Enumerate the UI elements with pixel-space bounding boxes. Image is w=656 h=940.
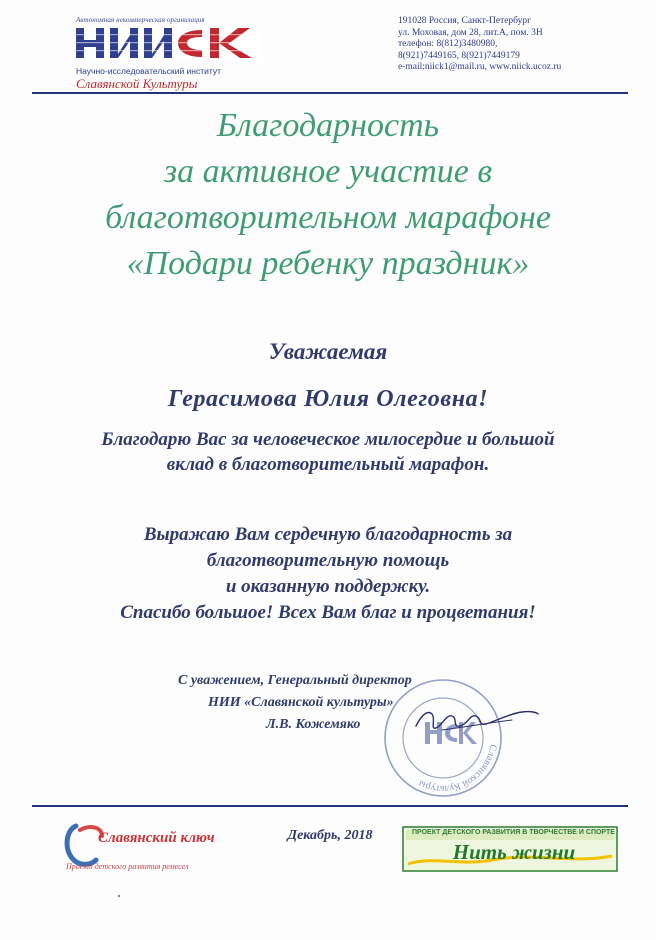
paragraph-line: благотворительную помощь xyxy=(206,550,450,571)
contact-info xyxy=(398,16,638,74)
heading-line: за активное участие в xyxy=(163,153,493,190)
heading-line: Благодарность xyxy=(216,107,440,144)
recipient-name: Герасимова Юлия Олеговна! xyxy=(167,386,489,412)
footer-divider xyxy=(32,805,628,807)
nit-logo-caption: ПРОЕКТ ДЕТСКОГО РАЗВИТИЯ В ТВОРЧЕСТВЕ И СПОРТЕ xyxy=(412,829,615,836)
logo-name: Славянской Культуры xyxy=(76,76,198,91)
paragraph-line: Выражаю Вам сердечную благодарность за xyxy=(143,524,513,545)
contact-line: телефон: 8(812)3480980, xyxy=(398,39,498,50)
contact-line: 191028 Россия, Санкт-Петербург xyxy=(398,16,532,26)
heading-line: «Подари ребенку праздник» xyxy=(126,245,530,282)
paragraph-line: и оказанную поддержку. xyxy=(225,576,431,597)
svg-text:Славянский ключ: Славянский ключ xyxy=(98,830,215,846)
header-divider xyxy=(32,92,628,94)
niisk-logo-mark xyxy=(74,26,260,60)
signature-line: С уважением, Генеральный директор xyxy=(178,673,412,688)
heading-line: благотворительном марафоне xyxy=(105,199,551,236)
niisk-logo xyxy=(72,16,272,91)
contact-line: 8(921)7449165, 8(921)7449179 xyxy=(398,50,520,61)
signature-line: Л.В. Кожемяко xyxy=(266,717,361,732)
signature-line: НИИ «Славянской культуры» xyxy=(208,695,394,710)
paragraph-line: Спасибо большое! Всех Вам благ и процветания! xyxy=(120,602,536,623)
svg-text:Славянской Культуры: Славянской Культуры xyxy=(416,743,499,795)
logo-subtitle: Научно-исследовательский институт xyxy=(76,66,222,76)
handwritten-signature xyxy=(412,700,542,740)
paragraph-line: вклад в благотворительный марафон. xyxy=(166,454,490,475)
nit-logo-title: Нить жизни xyxy=(452,840,576,864)
issue-date: Декабрь, 2018 xyxy=(287,828,373,843)
logo-org-type: Автономная некоммерческая организация xyxy=(76,16,205,24)
certificate-heading xyxy=(28,103,628,287)
salutation: Уважаемая xyxy=(268,339,388,364)
key-logo-caption: Проект детского развития ремесел xyxy=(66,862,189,871)
contact-line: e-mail:niick1@mail.ru, www.niick.ucoz.ru xyxy=(398,62,562,73)
paragraph-line: Благодарю Вас за человеческое милосердие и большой xyxy=(101,429,555,450)
contact-line: ул. Моховая, дом 28, лит.А, пом. 3Н xyxy=(398,27,543,38)
paragraph-2 xyxy=(20,522,636,626)
scan-speck xyxy=(118,895,120,897)
paragraph-1 xyxy=(20,427,636,477)
